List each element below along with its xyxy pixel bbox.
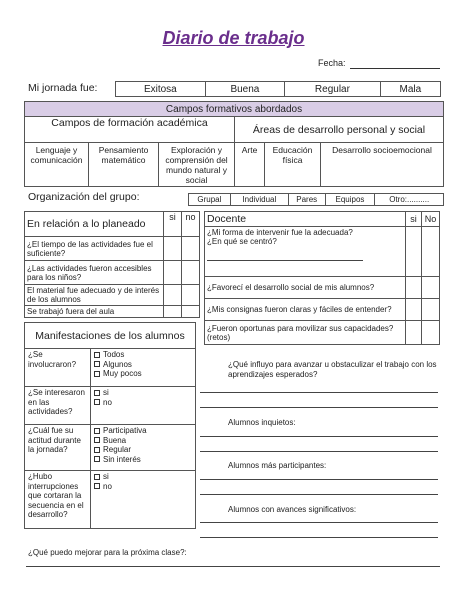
answer-line[interactable] xyxy=(200,537,438,538)
answer-line[interactable] xyxy=(200,407,438,408)
answer-line[interactable] xyxy=(26,566,440,567)
docente-item: ¿Favorecí el desarrollo social de mis alumnos? xyxy=(205,277,406,299)
option-checkbox[interactable]: Todos xyxy=(94,350,192,360)
option-checkbox[interactable]: Muy pocos xyxy=(94,369,192,379)
manifestaciones-table xyxy=(24,322,196,529)
manifestacion-options xyxy=(91,349,196,387)
inquietos-label: Alumnos inquietos: xyxy=(228,418,296,427)
organizacion-option[interactable]: Pares xyxy=(288,194,325,206)
jornada-option[interactable]: Exitosa xyxy=(116,82,206,97)
campos-header: Campos formativos abordados xyxy=(25,102,444,117)
no-cell[interactable] xyxy=(422,299,440,321)
si-cell[interactable] xyxy=(164,237,182,261)
manifestacion-question: ¿Se interesaron en las actividades? xyxy=(25,387,91,425)
jornada-label: Mi jornada fue: xyxy=(28,82,98,94)
organizacion-label: Organización del grupo: xyxy=(28,191,140,203)
manifestacion-options xyxy=(91,471,196,529)
option-checkbox[interactable]: Regular xyxy=(94,445,192,455)
jornada-option[interactable]: Buena xyxy=(205,82,284,97)
campo-item[interactable]: Desarrollo socioemocional xyxy=(321,143,444,187)
option-checkbox[interactable]: si xyxy=(94,388,192,398)
option-checkbox[interactable]: si xyxy=(94,472,192,482)
answer-line[interactable] xyxy=(200,392,438,393)
planeado-item: ¿Las actividades fueron accesibles para los niños? xyxy=(25,261,164,285)
organizacion-option[interactable]: Equipos xyxy=(325,194,375,206)
answer-line[interactable] xyxy=(200,522,438,523)
docente-item: ¿Mi forma de intervenir fue la adecuada? ¿En qué se centró? xyxy=(205,227,406,277)
option-checkbox[interactable]: Algunos xyxy=(94,360,192,370)
docente-si-header: si xyxy=(406,212,422,227)
campos-group-academica: Campos de formación académica xyxy=(25,117,235,143)
campo-item[interactable]: Exploración y comprensión del mundo natural y social xyxy=(159,143,235,187)
jornada-option[interactable]: Regular xyxy=(285,82,381,97)
docente-item: ¿Mis consignas fueron claras y fáciles de entender? xyxy=(205,299,406,321)
si-cell[interactable] xyxy=(164,285,182,306)
planeado-header: En relación a lo planeado xyxy=(25,212,164,237)
docente-item: ¿Fueron oportunas para movilizar sus capacidades? (retos) xyxy=(205,321,406,345)
campo-item[interactable]: Educación física xyxy=(265,143,321,187)
campo-item[interactable]: Lenguaje y comunicación xyxy=(25,143,89,187)
option-checkbox[interactable]: Participativa xyxy=(94,426,192,436)
manifestaciones-header: Manifestaciones de los alumnos xyxy=(25,323,196,349)
manifestacion-question: ¿Cuál fue su actitud durante la jornada? xyxy=(25,425,91,471)
manifestacion-question: ¿Hubo interrupciones que cortaran la secuencia en el desarrollo? xyxy=(25,471,91,529)
jornada-option[interactable]: Mala xyxy=(380,82,440,97)
organizacion-options xyxy=(188,193,444,206)
docente-table xyxy=(204,211,440,345)
si-cell[interactable] xyxy=(406,277,422,299)
organizacion-option[interactable]: Otro:.......... xyxy=(375,194,444,206)
organizacion-option[interactable]: Grupal xyxy=(189,194,231,206)
docente-no-header: No xyxy=(422,212,440,227)
no-cell[interactable] xyxy=(182,237,200,261)
fecha-label: Fecha: xyxy=(318,58,346,68)
no-cell[interactable] xyxy=(422,227,440,277)
campo-item[interactable]: Pensamiento matemático xyxy=(89,143,159,187)
si-cell[interactable] xyxy=(406,227,422,277)
campos-group-desarrollo: Áreas de desarrollo personal y social xyxy=(235,117,444,143)
answer-line[interactable] xyxy=(200,451,438,452)
no-cell[interactable] xyxy=(422,277,440,299)
manifestacion-options xyxy=(91,387,196,425)
campos-table xyxy=(24,101,444,187)
manifestacion-question: ¿Se involucraron? xyxy=(25,349,91,387)
page-title: Diario de trabajo xyxy=(162,28,305,48)
no-cell[interactable] xyxy=(182,306,200,318)
option-checkbox[interactable]: no xyxy=(94,482,192,492)
docente-header: Docente xyxy=(205,212,406,227)
answer-line[interactable] xyxy=(200,494,438,495)
no-cell[interactable] xyxy=(182,285,200,306)
si-cell[interactable] xyxy=(406,321,422,345)
si-cell[interactable] xyxy=(164,261,182,285)
participantes-label: Alumnos más participantes: xyxy=(228,461,327,470)
option-checkbox[interactable]: Sin interés xyxy=(94,455,192,465)
no-cell[interactable] xyxy=(422,321,440,345)
planeado-no-header: no xyxy=(182,212,200,237)
avances-label: Alumnos con avances significativos: xyxy=(228,505,357,514)
si-cell[interactable] xyxy=(406,299,422,321)
jornada-options xyxy=(115,81,441,97)
answer-line[interactable] xyxy=(200,479,438,480)
manifestacion-options xyxy=(91,425,196,471)
campo-item[interactable]: Arte xyxy=(235,143,265,187)
planeado-si-header: si xyxy=(164,212,182,237)
influyo-question: ¿Qué influyo para avanzar u obstaculizar el trabajo con los aprendizajes esperados? xyxy=(228,360,437,379)
fecha-field[interactable] xyxy=(350,68,440,69)
organizacion-option[interactable]: Individual xyxy=(230,194,288,206)
planeado-item: El material fue adecuado y de interés de los alumnos xyxy=(25,285,164,306)
answer-line[interactable] xyxy=(200,436,438,437)
option-checkbox[interactable]: no xyxy=(94,398,192,408)
mejorar-question: ¿Qué puedo mejorar para la próxima clase?: xyxy=(28,548,187,557)
planeado-table xyxy=(24,211,200,318)
no-cell[interactable] xyxy=(182,261,200,285)
option-checkbox[interactable]: Buena xyxy=(94,436,192,446)
si-cell[interactable] xyxy=(164,306,182,318)
planeado-item: ¿El tiempo de las actividades fue el suficiente? xyxy=(25,237,164,261)
planeado-item: Se trabajó fuera del aula xyxy=(25,306,164,318)
